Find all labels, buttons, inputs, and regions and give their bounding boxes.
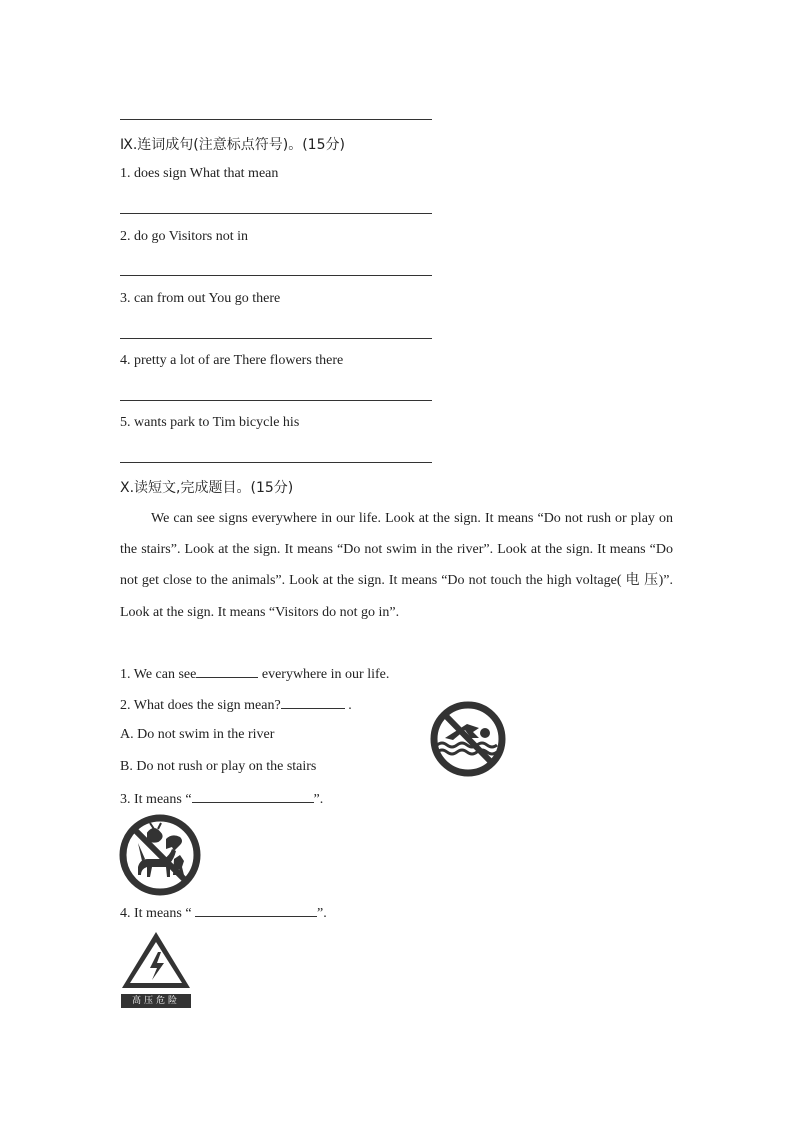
q3-suffix: ”. [313, 792, 324, 807]
question-10-4 [120, 904, 327, 922]
q1-blank[interactable] [196, 665, 258, 678]
question-10-2 [120, 696, 352, 714]
q1-suffix: everywhere in our life. [258, 667, 390, 682]
high-voltage-label: 高压危险 [121, 994, 191, 1008]
q4-prefix: 4. It means “ [120, 906, 196, 921]
passage-text: We can see signs everywhere in our life. Look at the sign. It means “Do not rush or play on the stairs”. Look at the sign. It means “Do not swim in the river”. Look at the sign. It means “Do not get close to the animals”. Look at the sign. It means “Do not touch the high voltage( 电 压)”. Look at the sign. It means “Visitors do not go in”. [120, 511, 673, 620]
option-a[interactable]: A. Do not swim in the river [120, 727, 275, 742]
q2-blank[interactable] [281, 696, 345, 709]
question-9-2: 2. do go Visitors not in [120, 229, 249, 244]
q3-prefix: 3. It means “ [120, 792, 192, 807]
no-swimming-sign-icon [427, 700, 509, 778]
high-voltage-warning-icon [120, 930, 192, 990]
no-animals-sign-icon [118, 813, 202, 897]
answer-line[interactable] [120, 213, 432, 214]
reading-passage [120, 503, 673, 628]
question-9-5: 5. wants park to Tim bicycle his [120, 415, 300, 430]
q4-suffix: ”. [317, 906, 327, 921]
question-9-4: 4. pretty a lot of are There flowers there [120, 353, 344, 368]
q2-suffix: . [344, 698, 352, 713]
option-b[interactable]: B. Do not rush or play on the stairs [120, 759, 317, 774]
question-9-3: 3. can from out You go there [120, 291, 281, 306]
answer-line[interactable] [120, 119, 432, 120]
section-10-title: Ⅹ.读短文,完成题目。(15分) [120, 480, 294, 496]
q1-prefix: 1. We can see [120, 667, 197, 682]
question-10-3 [120, 790, 323, 808]
answer-line[interactable] [120, 400, 432, 401]
q3-blank[interactable] [192, 790, 314, 803]
section-9-title: Ⅸ.连词成句(注意标点符号)。(15分) [120, 137, 345, 153]
question-10-1 [120, 665, 389, 683]
question-9-1: 1. does sign What that mean [120, 166, 279, 181]
q4-blank[interactable] [195, 904, 317, 917]
answer-line[interactable] [120, 462, 432, 463]
q2-prefix: 2. What does the sign mean? [120, 698, 281, 713]
answer-line[interactable] [120, 275, 432, 276]
answer-line[interactable] [120, 338, 432, 339]
